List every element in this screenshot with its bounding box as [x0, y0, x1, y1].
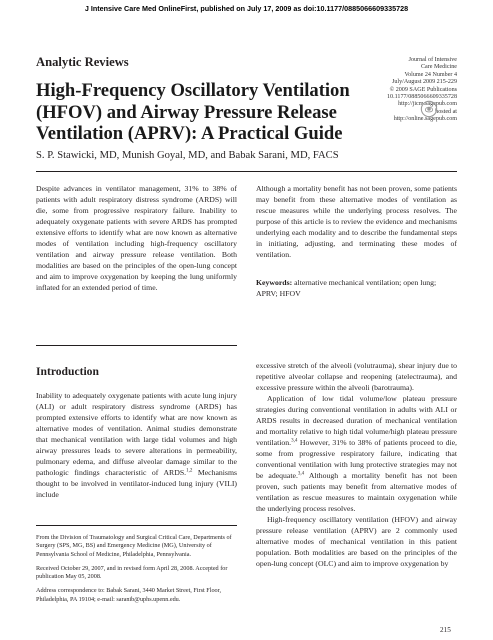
citation: 3,4 — [291, 438, 298, 444]
sage-logo-icon — [420, 100, 438, 118]
keywords — [256, 277, 457, 299]
abstract-right — [256, 183, 457, 260]
running-header: J Intensive Care Med OnlineFirst, published on July 17, 2009 as doi:10.1177/0885066609335728 — [84, 4, 409, 13]
journal-info-line: Journal of Intensive — [408, 57, 457, 63]
section-heading: Introduction — [36, 365, 99, 378]
article-title: High-Frequency Oscillatory Ventilation (HFOV) and Airway Pressure Release Ventilation (APRV): A Practical Guide — [36, 80, 350, 144]
footnote-correspondence: Address correspondence to: Babak Sarani, 3440 Market Street, First Floor, Philadelphia, PA 19104; e-mail: saranib@uphs.upenn.edu. — [36, 587, 221, 603]
journal-info — [337, 57, 457, 124]
body-text: Application of low tidal volume/low plateau pressure strategies during conventional ventilation in adults with ALI or ARDS results in decreased duration of mechanical ventilation and mortality relative to high tidal volume/high plateau pressure ventilation. — [256, 394, 457, 447]
abstract-left — [36, 183, 237, 293]
divider — [36, 171, 457, 172]
journal-info-line: hosted at — [435, 108, 457, 115]
abstract-paragraph: Despite advances in ventilator management, 31% to 38% of patients with adult respiratory distress syndrome (ARDS) will die, some from progressive respiratory failure. Inability to adequately oxygenate patients with severe ARDS has prompted extensive efforts to identify what are now known as alternative modes of ventilation including high-frequency oscillatory ventilation and airway pressure release ventilation. Both modalities are based on the principles of the open-lung concept and aim to improve oxygenation by keeping the lung uniformly inflated for an extended period of time. — [36, 184, 237, 292]
abstract-paragraph: Although a mortality benefit has not been proven, some patients may benefit from these alternative modes of ventilation as rescue measures while the underlying process resolves. The purpose of this article is to review the evidence and mechanisms underlying each modality and to describe the fundamental steps in initiating, adjusting, and terminating these modes of ventilation. — [256, 184, 457, 259]
body-text: Although a mortality benefit has not been proven, such patients may benefit from alternative modes of ventilation as rescue measures to maintain oxygenation while the underlying process resolves. — [256, 471, 457, 513]
introduction-text — [36, 390, 237, 500]
citation: 1,2 — [186, 468, 193, 474]
page-number: 215 — [440, 626, 451, 634]
body-text: Inability to adequately oxygenate patients with acute lung injury (ALI) or adult respiratory distress syndrome (ARDS) has prompted extensive efforts to identify what are now known as alternative modes of ventilation. Animal studies demonstrate that mechanical ventilation with large tidal volumes and high airway pressures leads to severe alterations in permeability, pulmonary edema, and diffuse alveolar damage similar to the pathologic findings characteristic of ARDS. — [36, 391, 237, 477]
body-paragraph — [36, 390, 237, 500]
journal-info-line: Care Medicine — [420, 64, 457, 71]
citation: 3,4 — [297, 471, 305, 477]
divider — [36, 345, 237, 346]
footnotes — [36, 534, 237, 610]
right-column-text — [256, 360, 457, 569]
body-paragraph — [256, 393, 457, 514]
journal-info-line: © 2009 SAGE Publications — [389, 86, 457, 93]
journal-info-line: July/August 2009 215-229 — [391, 79, 457, 86]
body-paragraph: excessive stretch of the alveoli (volutrauma), shear injury due to repetitive alveolar collapse and reopening (atelectrauma), and excessive pressure within the alveoli (barotrauma). — [256, 361, 457, 392]
body-text: However, 31% to 38% of patients proceed to die, some from progressive respiratory failure, indicating that conventional ventilation with lung protective strategies may not be adequate. — [256, 438, 457, 480]
author-list: S. P. Stawicki, MD, Munish Goyal, MD, and Babak Sarani, MD, FACS — [36, 150, 339, 161]
section-label: Analytic Reviews — [36, 55, 129, 69]
keywords-label: Keywords: — [256, 278, 293, 287]
footnote-affiliation: From the Division of Traumatology and Surgical Critical Care, Departments of Surgery (SPS, MG, BS) and Emergency Medicine (MG), University of Pennsylvania School of Medicine, Philadelphia, Pennsylvania. — [36, 534, 232, 558]
journal-info-line: 10.1177/0885066609335728 — [386, 94, 457, 101]
body-paragraph: High-frequency oscillatory ventilation (HFOV) and airway pressure release ventilation (APRV) are 2 commonly used alternative modes of mechanical ventilation in this patient population. Both modalities are based on the principles of the open-lung concept (OLC) and aim to improve oxygenation by — [256, 515, 457, 568]
journal-info-line: http://online.sagepub.com — [393, 116, 457, 123]
journal-info-line: http://jicm.sagepub.com — [398, 101, 457, 108]
footnote-received: Received October 29, 2007, and in revised form April 28, 2008. Accepted for publication May 05, 2008. — [36, 564, 228, 581]
body-text: Mechanisms thought to be involved in ventilator-induced lung injury (VILI) include — [36, 468, 237, 499]
keywords-text: alternative mechanical ventilation; open lung; APRV; HFOV — [256, 278, 437, 298]
journal-info-line: Volume 24 Number 4 — [404, 71, 457, 78]
footnote-divider — [36, 525, 237, 526]
